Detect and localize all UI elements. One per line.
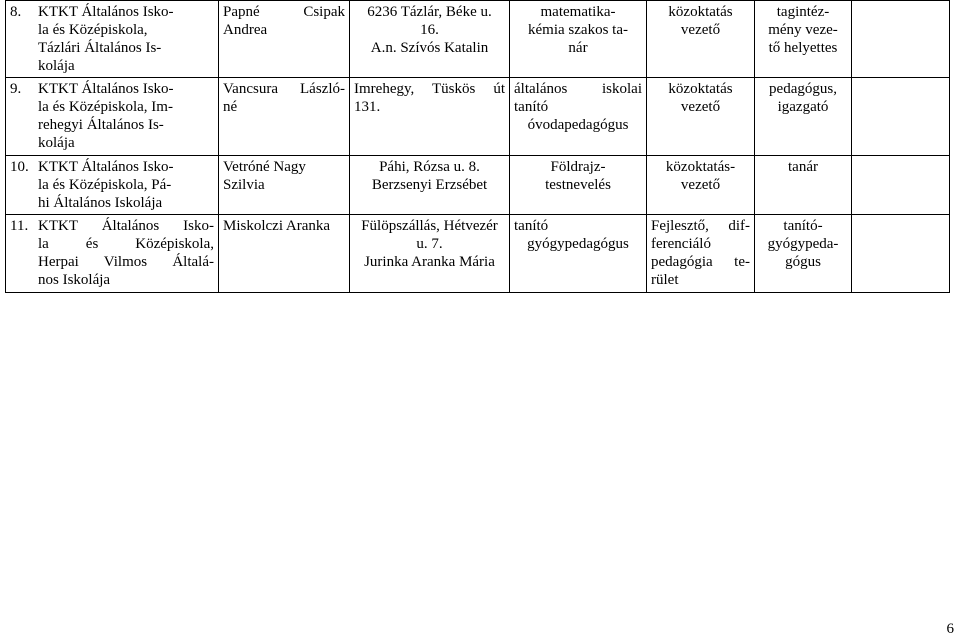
field-line: vezető <box>680 99 721 115</box>
address-line: 131. <box>354 99 381 115</box>
address-line: Imrehegy, Tüskös út <box>354 81 505 97</box>
school-line: KTKT Általános Isko- <box>38 159 174 175</box>
school-line: Herpai Vilmos Általá- <box>38 254 214 270</box>
qualification-line: tanító <box>514 99 549 115</box>
empty-cell <box>852 156 950 215</box>
school-cell <box>6 1 219 78</box>
field-line: pedagógia te- <box>651 254 750 270</box>
field-line: közoktatás <box>668 81 733 97</box>
qualification-line: nár <box>568 40 588 56</box>
qualification-line: tanító <box>514 218 549 234</box>
address-line: A.n. Szívós Katalin <box>370 40 489 56</box>
address-line: 16. <box>420 22 439 38</box>
row-number: 8. <box>10 4 22 20</box>
name-cell <box>219 78 350 156</box>
address-cell <box>350 78 510 156</box>
field-line: ferenciáló <box>651 236 711 252</box>
row-number: 9. <box>10 81 22 97</box>
school-cell <box>6 156 219 215</box>
school-line: KTKT Általános Isko- <box>38 4 174 20</box>
qualification-line: gyógypedagógus <box>527 236 629 252</box>
school-line: rehegyi Általános Is- <box>38 117 164 133</box>
row-number: 10. <box>10 159 29 175</box>
school-line: kolája <box>38 135 75 151</box>
field-cell <box>647 78 755 156</box>
staff-table <box>5 0 950 293</box>
field-cell <box>647 156 755 215</box>
school-line: la és Középiskola, Im- <box>38 99 173 115</box>
field-cell <box>647 1 755 78</box>
row-number: 11. <box>10 218 29 234</box>
role-line: mény veze- <box>768 22 838 38</box>
field-cell <box>647 215 755 293</box>
role-line: pedagógus, <box>769 81 837 97</box>
role-line: tanár <box>788 159 818 175</box>
school-line: kolája <box>38 58 75 74</box>
name-line: Miskolczi Aranka <box>223 218 331 234</box>
field-line: rület <box>651 272 679 288</box>
address-cell <box>350 156 510 215</box>
name-line: né <box>223 99 238 115</box>
address-line: Páhi, Rózsa u. 8. <box>379 159 480 175</box>
school-line: nos Iskolája <box>38 272 111 288</box>
table-row <box>6 78 950 156</box>
name-line: Andrea <box>223 22 268 38</box>
role-line: gyógypeda- <box>767 236 839 252</box>
name-cell <box>219 1 350 78</box>
field-line: közoktatás <box>668 4 733 20</box>
empty-cell <box>852 1 950 78</box>
role-line: gógus <box>785 254 821 270</box>
address-cell <box>350 1 510 78</box>
school-line: KTKT Általános Isko- <box>38 218 214 234</box>
field-line: Fejlesztő, dif- <box>651 218 750 234</box>
qualification-line: kémia szakos ta- <box>528 22 628 38</box>
role-line: tagintéz- <box>776 4 830 20</box>
name-line: Papné Csipak <box>223 4 345 20</box>
address-line: Jurinka Aranka Mária <box>364 254 495 270</box>
address-line: Fülöpszállás, Hétvezér <box>361 218 498 234</box>
table-row <box>6 215 950 293</box>
role-cell <box>755 215 852 293</box>
address-cell <box>350 215 510 293</box>
name-cell <box>219 215 350 293</box>
qualification-line: Földrajz- <box>550 159 606 175</box>
name-line: Vancsura László- <box>223 81 345 97</box>
qualification-line: testnevelés <box>545 177 611 193</box>
qualification-line: általános iskolai <box>514 81 642 97</box>
qualification-cell <box>510 78 647 156</box>
empty-cell <box>852 215 950 293</box>
field-line: vezető <box>680 177 721 193</box>
role-cell <box>755 78 852 156</box>
name-cell <box>219 156 350 215</box>
qualification-line: matematika- <box>540 4 616 20</box>
address-line: u. 7. <box>416 236 443 252</box>
field-line: vezető <box>680 22 721 38</box>
name-line: Vetróné Nagy <box>223 159 306 175</box>
role-line: tő helyettes <box>768 40 838 56</box>
qualification-cell <box>510 156 647 215</box>
table-row <box>6 1 950 78</box>
role-line: igazgató <box>777 99 829 115</box>
role-line: tanító- <box>783 218 823 234</box>
page-number: 6 <box>946 621 954 637</box>
school-line: Tázlári Általános Is- <box>38 40 162 56</box>
qualification-line: óvodapedagógus <box>527 117 629 133</box>
role-cell <box>755 156 852 215</box>
address-line: 6236 Tázlár, Béke u. <box>367 4 492 20</box>
school-line: la és Középiskola, <box>38 236 214 252</box>
field-line: közoktatás- <box>665 159 736 175</box>
school-cell <box>6 78 219 156</box>
school-line: la és Középiskola, <box>38 22 148 38</box>
school-line: la és Középiskola, Pá- <box>38 177 172 193</box>
school-line: hi Általános Iskolája <box>38 195 163 211</box>
qualification-cell <box>510 215 647 293</box>
role-cell <box>755 1 852 78</box>
empty-cell <box>852 78 950 156</box>
name-line: Szilvia <box>223 177 265 193</box>
school-line: KTKT Általános Isko- <box>38 81 174 97</box>
address-line: Berzsenyi Erzsébet <box>371 177 488 193</box>
table-row <box>6 156 950 215</box>
school-cell <box>6 215 219 293</box>
qualification-cell <box>510 1 647 78</box>
